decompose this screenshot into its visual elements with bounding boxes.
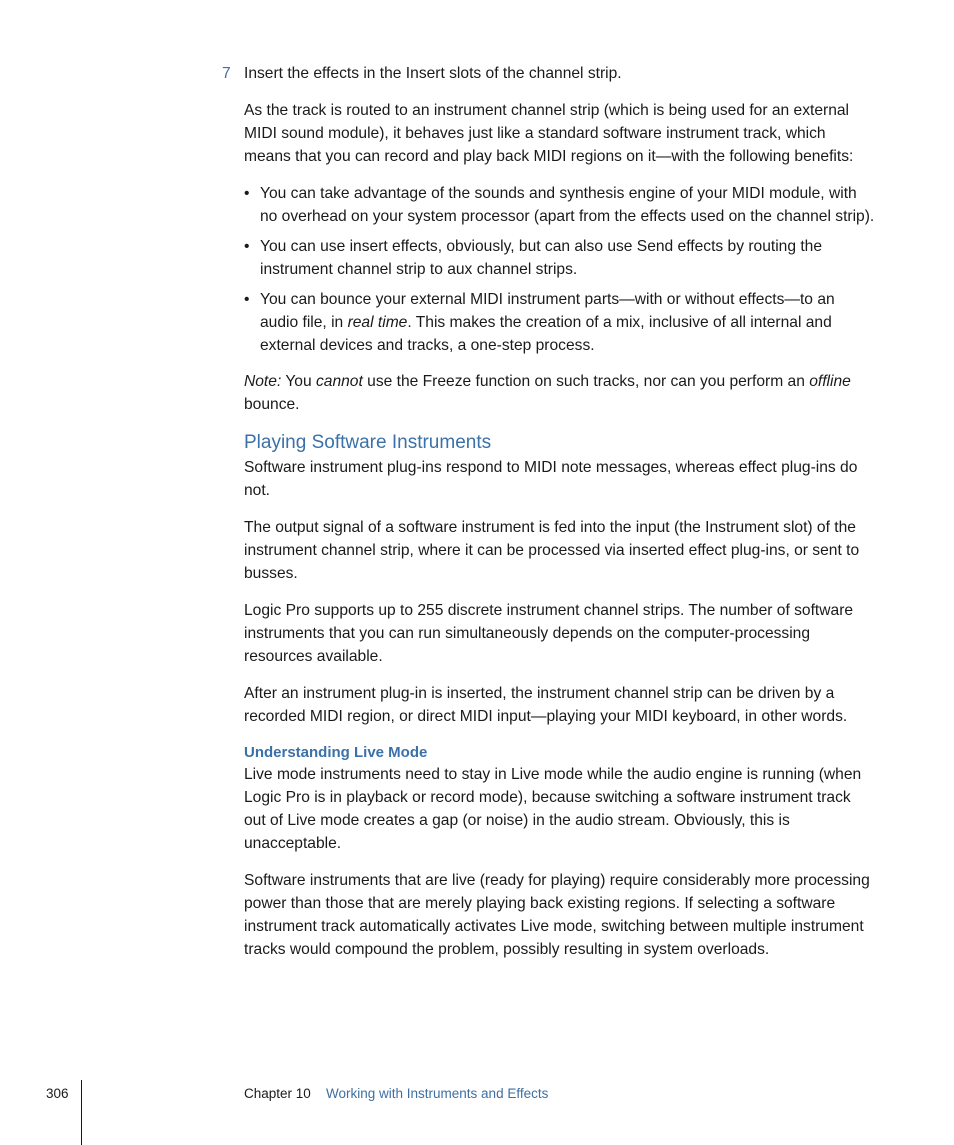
footer-divider xyxy=(81,1080,82,1145)
subsection-paragraph: Software instruments that are live (ready for playing) require considerably more processing power than those that are merely playing back existing regions. If selecting a software instrument track automatically activates Live mode, switching between multiple instrument tracks would compound the problem, possibly resulting in system overloads. xyxy=(244,872,870,958)
intro-paragraph: As the track is routed to an instrument channel strip (which is being used for an external MIDI sound module), it behaves just like a standard software instrument track, which means that you can record and play back MIDI regions on it—with the following benefits: xyxy=(244,102,854,165)
section-paragraph: Logic Pro supports up to 255 discrete instrument channel strips. The number of software instruments that you can run simultaneously depends on the computer-processing resources available. xyxy=(244,602,854,665)
benefits-list xyxy=(244,182,876,357)
bullet-text-part: You can bounce your external MIDI instrument parts—with or without effects—to an audio file, in xyxy=(260,291,835,331)
subsection-heading: Understanding Live Mode xyxy=(244,744,428,761)
emphasis-offline: offline xyxy=(809,373,851,390)
emphasis-real-time: real time xyxy=(347,314,408,331)
bullet-text: You can take advantage of the sounds and synthesis engine of your MIDI module, with no overhead on your system processor (apart from the effects used on the channel strip). xyxy=(260,185,875,225)
bullet-marker: • xyxy=(244,185,250,202)
section-paragraph: Software instrument plug-ins respond to MIDI note messages, whereas effect plug-ins do not. xyxy=(244,459,858,499)
bullet-marker: • xyxy=(244,291,250,308)
subsection-paragraph: Live mode instruments need to stay in Live mode while the audio engine is running (when Logic Pro is in playback or record mode), because switching a software instrument track out of Live mode creates a gap (or noise) in the audio stream. Obviously, this is unacceptable. xyxy=(244,766,862,852)
section-heading: Playing Software Instruments xyxy=(244,432,492,453)
list-item xyxy=(244,182,876,228)
bullet-text: You can use insert effects, obviously, but can also use Send effects by routing the instrument channel strip to aux channel strips. xyxy=(260,238,823,278)
bullet-text xyxy=(260,291,835,354)
note-label: Note: xyxy=(244,373,282,390)
page-number: 306 xyxy=(46,1086,69,1101)
chapter-title: Working with Instruments and Effects xyxy=(326,1086,549,1101)
list-item xyxy=(244,235,876,281)
bullet-text-part: . This makes the creation of a mix, inclusive of all internal and external devices and tracks, a one-step process. xyxy=(260,314,832,354)
section-paragraph: After an instrument plug-in is inserted, the instrument channel strip can be driven by a recorded MIDI region, or direct MIDI input—playing your MIDI keyboard, in other words. xyxy=(244,685,848,725)
note-paragraph xyxy=(244,370,876,416)
section-paragraph: The output signal of a software instrument is fed into the input (the Instrument slot) of the instrument channel strip, where it can be processed via inserted effect plug-ins, or sent to busses. xyxy=(244,519,860,582)
step-number: 7 xyxy=(222,65,231,82)
note-text: You xyxy=(281,373,316,390)
chapter-label: Chapter 10 xyxy=(244,1086,311,1101)
step-text: Insert the effects in the Insert slots of the channel strip. xyxy=(244,65,622,82)
bullet-marker: • xyxy=(244,238,250,255)
note-text: bounce. xyxy=(244,396,300,413)
step-item xyxy=(222,62,876,85)
page-content xyxy=(222,62,876,975)
emphasis-cannot: cannot xyxy=(315,373,363,390)
page-footer xyxy=(0,1080,954,1145)
note-text: use the Freeze function on such tracks, nor can you perform an xyxy=(362,373,810,390)
list-item xyxy=(244,288,876,357)
